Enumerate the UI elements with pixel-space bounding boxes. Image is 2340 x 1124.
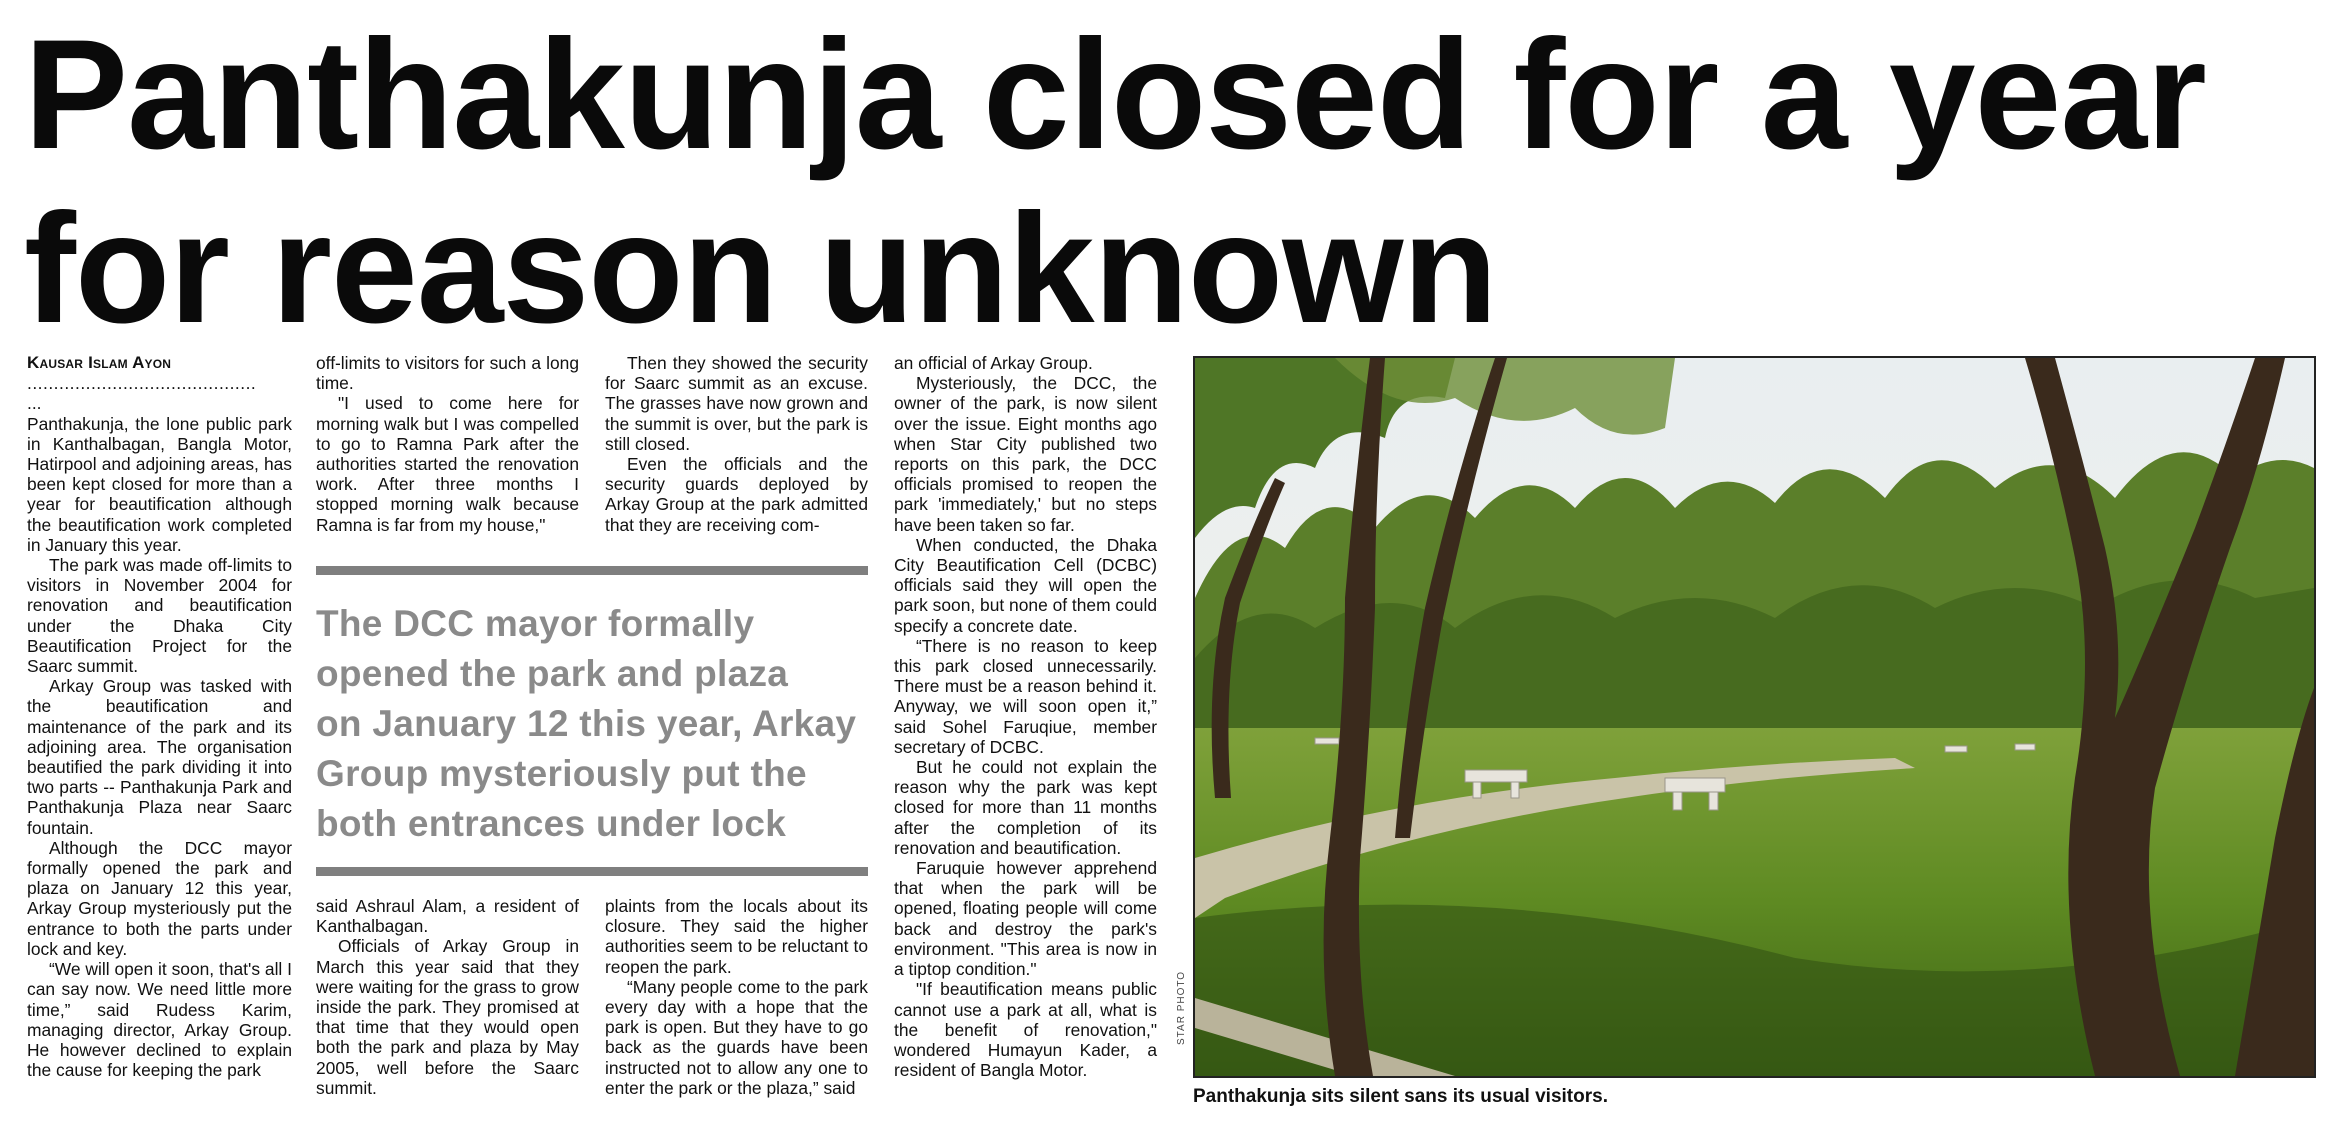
paragraph: When conducted, the Dhaka City Beautification Cell (DCBC) officials said they will open the park soon, but none of them could specify a concrete date. xyxy=(894,534,1157,636)
headline-line-2: for reason unknown xyxy=(24,182,1497,356)
paragraph: "If beautification means public cannot use a park at all, what is the benefit of renovation," wondered Humayun Kader, a resident of Bangla Motor. xyxy=(894,979,1157,1081)
pull-quote-text: The DCC mayor formally opened the park and plaza on January 12 this year, Arkay Group mysteriously put the both entrances under lock xyxy=(316,603,857,844)
paragraph: “There is no reason to keep this park closed unnecessarily. There must be a reason behind it. Anyway, we will soon open it,” said Sohel Faruqiue, member secretary of DCBC. xyxy=(894,635,1157,757)
park-illustration xyxy=(1195,358,2314,1076)
article-column-2-bottom xyxy=(316,896,579,1098)
paragraph: But he could not explain the reason why the park was kept closed for more than 11 months after the completion of its renovation and beautification. xyxy=(894,757,1157,858)
pull-quote xyxy=(316,566,868,876)
paragraph: “Many people come to the park every day with a hope that the park is open. But they have to go back as the guards have been instructed not to allow any one to enter the park or the plaza,” said xyxy=(605,976,868,1098)
paragraph: Arkay Group was tasked with the beautification and maintenance of the park and its adjoining area. The organisation beautified the park dividing it into two parts -- Panthakunja Park and Panthakunja Plaza near Saarc fountain. xyxy=(27,676,292,838)
paragraph: The park was made off-limits to visitors in November 2004 for renovation and beautification under the Dhaka City Beautification Project for the Saarc summit. xyxy=(27,555,292,677)
byline-divider: ........................................... xyxy=(27,373,257,394)
article-column-1 xyxy=(27,353,292,1080)
paragraph: Even the officials and the security guards deployed by Arkay Group at the park admitted that they are receiving com- xyxy=(605,454,868,535)
paragraph: said Ashraul Alam, a resident of Kanthalbagan. xyxy=(316,896,579,937)
article-column-2-top xyxy=(316,353,579,535)
paragraph: Mysteriously, the DCC, the owner of the park, is now silent over the issue. Eight months ago when Star City published two reports on this park, the DCC officials promised to reopen the park 'immediately,' but no steps have been taken so far. xyxy=(894,373,1157,535)
paragraph: Officials of Arkay Group in March this year said that they were waiting for the grass to grow inside the park. They promised at that time that they would open both the park and plaza by May 2005, well before the Saarc summit. xyxy=(316,936,579,1098)
article-column-3-top xyxy=(605,353,868,535)
paragraph: an official of Arkay Group. xyxy=(894,353,1093,373)
article-column-4 xyxy=(894,353,1157,1080)
headline xyxy=(24,8,2324,356)
park-photo xyxy=(1193,356,2316,1078)
article-column-3-bottom xyxy=(605,896,868,1098)
paragraph: Although the DCC mayor formally opened the park and plaza on January 12 this year, Arkay Group mysteriously put the entrance to both the parts under lock and key. xyxy=(27,837,292,959)
paragraph: off-limits to visitors for such a long time. xyxy=(316,353,579,394)
paragraph: "I used to come here for morning walk but I was compelled to go to Ramna Park after the authorities started the renovation work. After three months I stopped morning walk because Ramna is far from my house," xyxy=(316,393,579,535)
photo-credit: STAR PHOTO xyxy=(1176,970,1187,1045)
paragraph: plaints from the locals about its closure. They said the higher authorities seem to be reluctant to reopen the park. xyxy=(605,896,868,977)
byline-divider-end: ... xyxy=(27,393,42,414)
headline-line-1: Panthakunja closed for a year xyxy=(24,8,2206,182)
photo-caption: Panthakunja sits silent sans its usual visitors. xyxy=(1193,1086,1608,1107)
paragraph: “We will open it soon, that's all I can say now. We need little more time,” said Rudess Karim, managing director, Arkay Group. He however declined to explain the cause for keeping the park xyxy=(27,959,292,1081)
paragraph: Then they showed the security for Saarc summit as an excuse. The grasses have now grown and the summit is over, but the park is still closed. xyxy=(605,353,868,454)
paragraph: Panthakunja, the lone public park in Kanthalbagan, Bangla Motor, Hatirpool and adjoining areas, has been kept closed for more than a year for beautification although the beautification work completed in January this year. xyxy=(27,413,292,555)
paragraph: Faruquie however apprehend that when the park will be opened, floating people will come back and destroy the park's environment. "This area is now in a tiptop condition." xyxy=(894,858,1157,980)
byline: Kausar Islam Ayon xyxy=(27,353,172,372)
